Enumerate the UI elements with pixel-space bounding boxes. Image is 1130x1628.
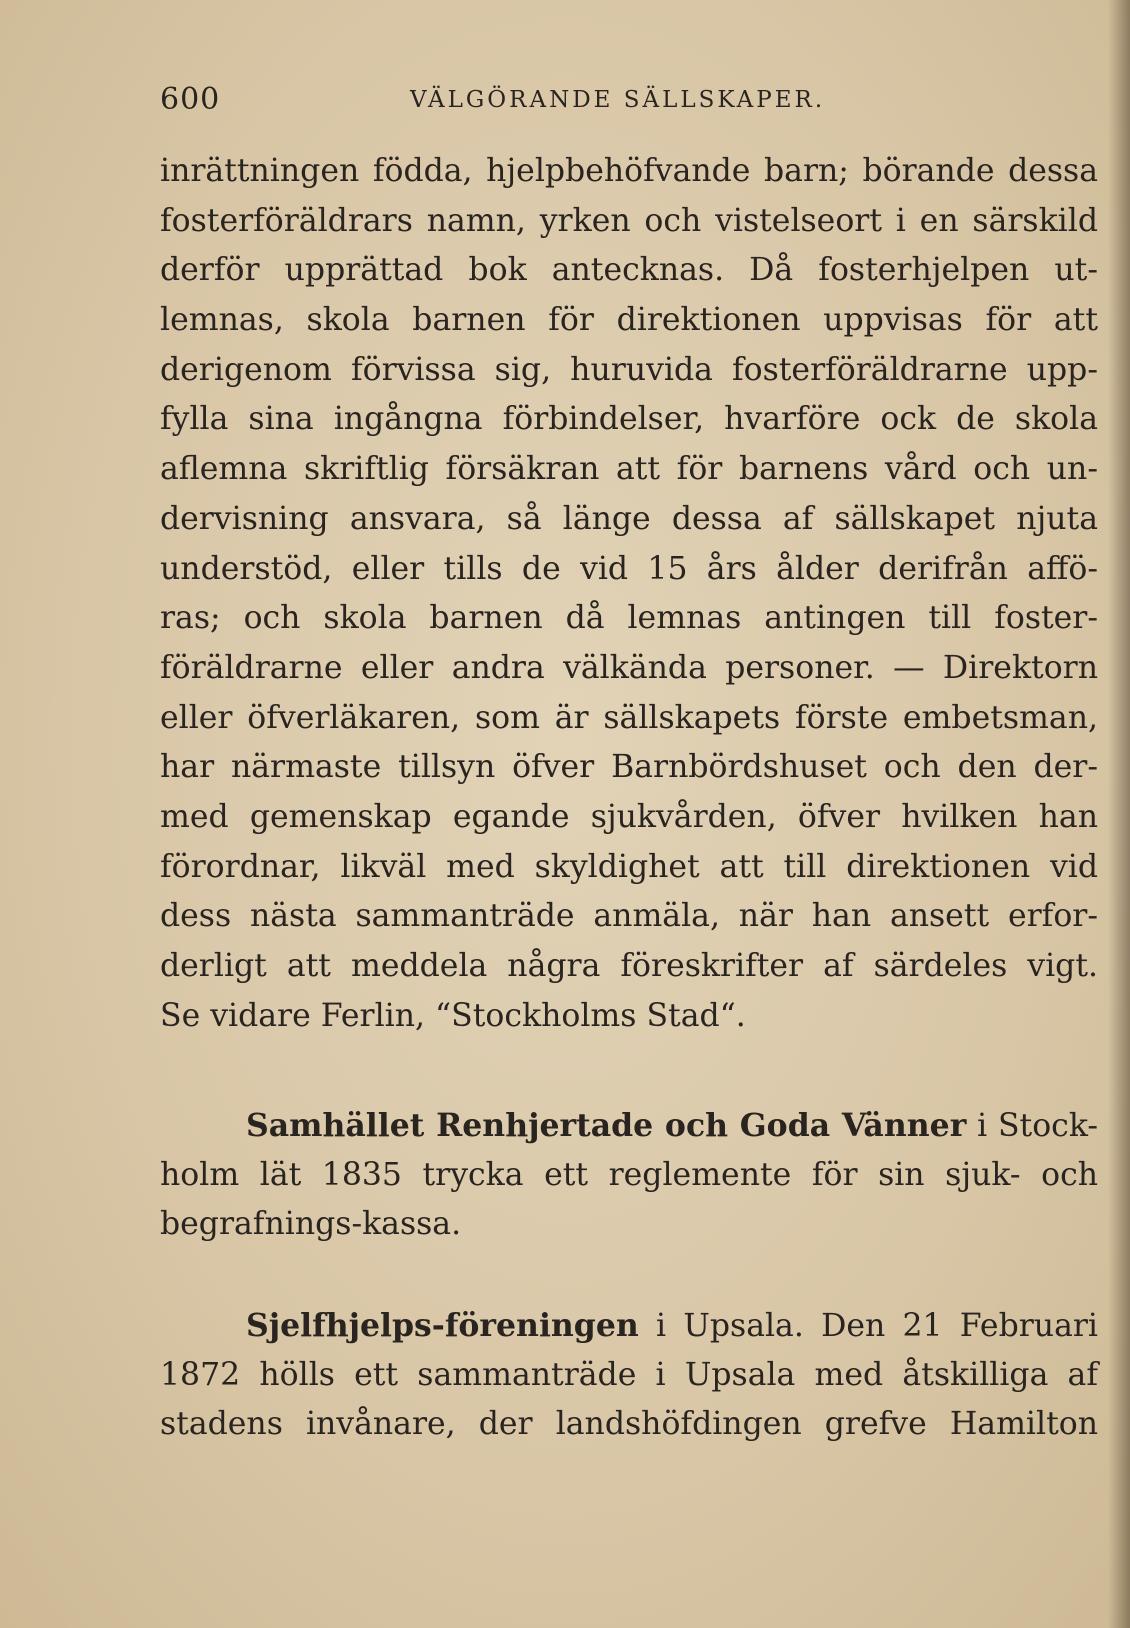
text-line: aflemna skriftlig försäkran att för barnens vård och un- [160,451,1098,488]
text-line: Se vidare Ferlin, “Stockholms Stad“. [160,997,746,1034]
text-line: förordnar, likväl med skyldighet att till direktionen vid [160,848,1098,885]
text-line: understöd, eller tills de vid 15 års ålder derifrån affö- [160,550,1098,587]
entry-heading: Sjelfhjelps-föreningen [246,1307,639,1344]
text-line: 1872 hölls ett sammanträde i Upsala med åtskilliga af [160,1356,1098,1393]
text-line: eller öfverläkaren, som är sällskapets förste embetsman, [160,699,1098,736]
text-line: ras; och skola barnen då lemnas antingen till foster- [160,600,1098,637]
text-line: dervisning ansvara, så länge dessa af sällskapet njuta [160,500,1098,537]
spine-shadow [1108,0,1130,1628]
entry-text: i Upsala. Den 21 Februari [638,1308,1098,1344]
page-number: 600 [160,82,221,117]
text-line: derför upprättad bok antecknas. Då fosterhjelpen ut- [160,252,1098,289]
text-line: fosterföräldrars namn, yrken och vistelseort i en särskild [160,202,1098,239]
page-header [160,78,1060,122]
text-line: holm lät 1835 trycka ett reglemente för sin sjuk- och [160,1156,1098,1193]
paragraph-1 [160,147,1098,1041]
text-line: med gemenskap egande sjukvården, öfver hvilken han [160,798,1098,835]
text-line: har närmaste tillsyn öfver Barnbördshuset och den der- [160,749,1098,786]
running-title: VÄLGÖRANDE SÄLLSKAPER. [410,87,826,113]
paragraph-2 [160,1101,1098,1250]
text-line: inrättningen födda, hjelpbehöfvande barn; börande dessa [160,153,1098,189]
text-line: fylla sina ingångna förbindelser, hvarföre ock de skola [160,401,1098,438]
entry-heading: Samhället Renhjertade och Goda Vänner [246,1107,967,1144]
text-line: stadens invånare, der landshöfdingen grefve Hamilton [160,1406,1098,1443]
text-line: begrafnings-kassa. [160,1206,462,1243]
text-line [160,1301,1098,1351]
text-line: derigenom förvissa sig, huruvida fosterföräldrarne upp- [160,351,1098,388]
entry-text: i Stock- [966,1108,1099,1144]
text-line [160,1101,1098,1151]
text-line: derligt att meddela några föreskrifter af särdeles vigt. [160,948,1098,984]
text-line: lemnas, skola barnen för direktionen uppvisas för att [160,302,1098,339]
text-line: föräldrarne eller andra välkända personer. — Direktorn [160,649,1098,686]
text-line: dess nästa sammanträde anmäla, när han ansett erfor- [160,898,1098,935]
paragraph-3 [160,1301,1098,1450]
